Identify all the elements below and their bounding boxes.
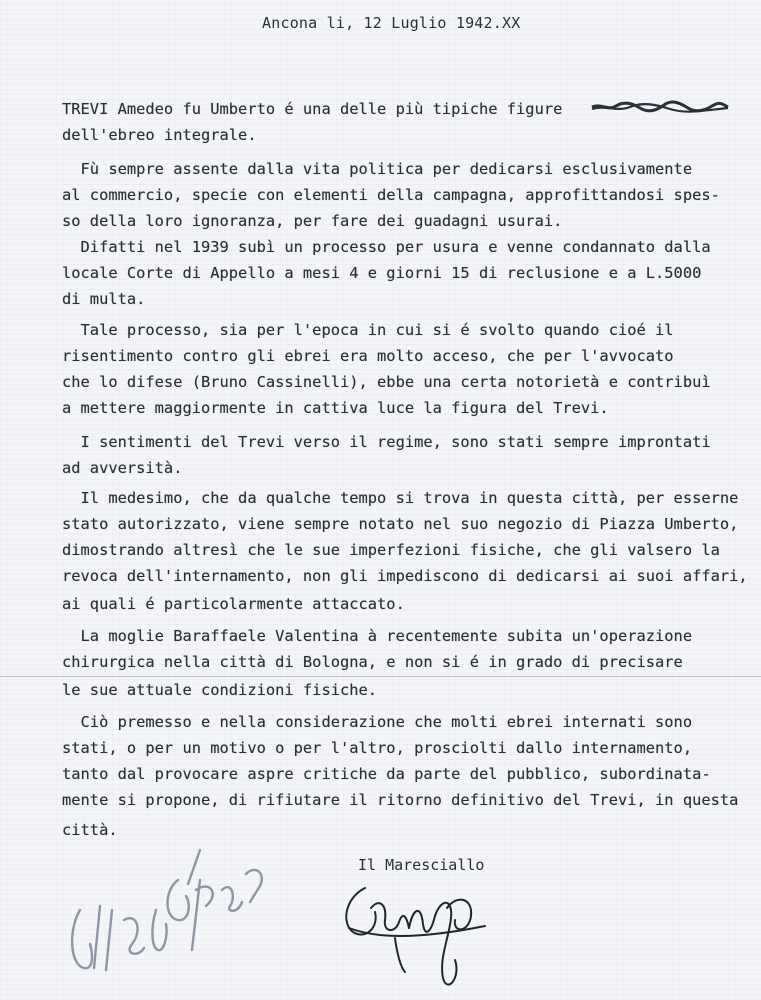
text-line: Tale processo, sia per l'epoca in cui si é svolto quando cioé il bbox=[62, 321, 674, 339]
strikethrough-mark bbox=[590, 100, 730, 114]
pencil-annotation bbox=[60, 840, 280, 990]
signature-maresciallo bbox=[335, 868, 495, 998]
text-line: che lo difese (Bruno Cassinelli), ebbe una certa notorietà e contribuì bbox=[62, 373, 711, 391]
text-line: Fù sempre assente dalla vita politica per dedicarsi esclusivamente bbox=[62, 160, 693, 178]
text-line: TREVI Amedeo fu Umberto é una delle più tipiche figure bbox=[62, 100, 563, 118]
text-line: le sue attuale condizioni fisiche. bbox=[62, 681, 378, 699]
text-line: revoca dell'internamento, non gli impediscono di dedicarsi ai suoi affari, bbox=[62, 567, 748, 585]
document-date: Ancona li, 12 Luglio 1942.XX bbox=[262, 14, 521, 32]
text-line: La moglie Baraffaele Valentina à recentemente subita un'operazione bbox=[62, 627, 693, 645]
text-line: al commercio, specie con elementi della campagna, approfittandosi spes- bbox=[62, 186, 720, 204]
text-line: di multa. bbox=[62, 290, 146, 308]
text-line: ad avversità. bbox=[62, 459, 183, 477]
text-line: ai quali é particolarmente attaccato. bbox=[62, 595, 405, 613]
text-line: locale Corte di Appello a mesi 4 e giorni 15 di reclusione e a L.5000 bbox=[62, 264, 702, 282]
text-line: mente si propone, di rifiutare il ritorno definitivo del Trevi, in questa bbox=[62, 791, 739, 809]
text-line: stato autorizzato, viene sempre notato nel suo negozio di Piazza Umberto, bbox=[62, 515, 739, 533]
text-line: a mettere maggiormente in cattiva luce la figura del Trevi. bbox=[62, 399, 609, 417]
text-line: dimostrando altresì che le sue imperfezioni fisiche, che gli valsero la bbox=[62, 541, 720, 559]
text-line: Ciò premesso e nella considerazione che molti ebrei internati sono bbox=[62, 713, 693, 731]
text-line: so della loro ignoranza, per fare dei guadagni usurai. bbox=[62, 212, 563, 230]
signatory-title: Il Maresciallo bbox=[358, 856, 485, 874]
text-line: Il medesimo, che da qualche tempo si trova in questa città, per esserne bbox=[62, 489, 739, 507]
text-line: dell'ebreo integrale. bbox=[62, 126, 257, 144]
text-line: I sentimenti del Trevi verso il regime, sono stati sempre improntati bbox=[62, 433, 711, 451]
text-line: stati, o per un motivo o per l'altro, prosciolti dallo internamento, bbox=[62, 739, 693, 757]
text-line: tanto dal provocare aspre critiche da parte del pubblico, subordinata- bbox=[62, 765, 711, 783]
text-line: Difatti nel 1939 subì un processo per usura e venne condannato dalla bbox=[62, 238, 711, 256]
text-line: città. bbox=[62, 821, 118, 839]
text-line: chirurgica nella città di Bologna, e non si é in grado di precisare bbox=[62, 653, 683, 671]
page-fold-line bbox=[0, 676, 761, 677]
text-line: risentimento contro gli ebrei era molto acceso, che per l'avvocato bbox=[62, 347, 674, 365]
